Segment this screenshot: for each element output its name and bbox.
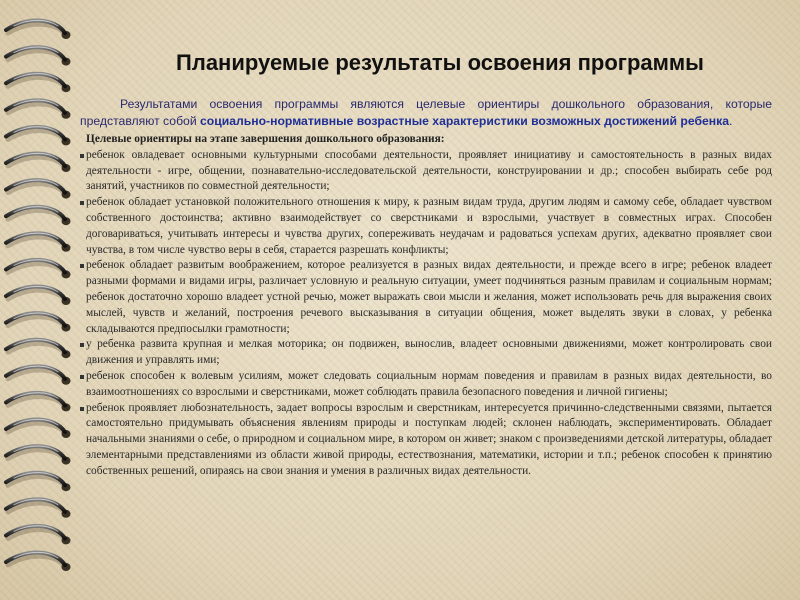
intro-text-end: . [729,114,733,128]
list-item: ребенок обладает развитым воображением, которое реализуется в разных видах деятельности, и прежде всего в игре; ребенок владеет разными формами и видами игры, различает условную и реальную ситуации, умеет подчиняться разным правилам и социальным нормам; ребенок достаточно хорошо владеет устной речью, может выражать свои мысли и желания, может использовать речь для выражения своих мыслей, чувств и желаний, построения речевого высказывания в ситуации общения, может выделять звуки в словах, у ребенка складываются предпосылки грамотности; [86,258,772,337]
intro-text-start: Результатами освоения программы являются целевые ориентиры дошкольного образования, которые представляют собой [80,97,772,128]
targets-list [80,148,772,480]
list-item: ребенок проявляет любознательность, задает вопросы взрослым и сверстникам, интересуется причинно-следственными связями, пытается самостоятельно придумывать объяснения явлениям природы и поступкам людей; склонен наблюдать, экспериментировать. Обладает начальными знаниями о себе, о природном и социальном мире, в котором он живет; знаком с произведениями детской литературы, обладает элементарными представлениями из области живой природы, естествознания, математики, истории и т.п.; ребенок способен к принятию собственных решений, опираясь на свои знания и умения в различных видах деятельности. [86,401,772,480]
targets-subheading: Целевые ориентиры на этапе завершения дошкольного образования: [86,133,445,145]
list-item: ребенок способен к волевым усилиям, может следовать социальным нормам поведения и правилам в разных видах деятельности, во взаимоотношениях со взрослыми и сверстниками, может соблюдать правила безопасного поведения и личной гигиены; [86,369,772,401]
list-item: у ребенка развита крупная и мелкая моторика; он подвижен, вынослив, владеет основными движениями, может контролировать свои движения и управлять ими; [86,337,772,369]
spiral-binding-icon [0,0,90,600]
list-item: ребенок обладает установкой положительного отношения к миру, к разным видам труда, другим людям и самому себе, обладает чувством собственного достоинства; активно взаимодействует со сверстниками и взрослыми, участвует в совместных играх. Способен договариваться, учитывать интересы и чувства других, сопереживать неудачам и радоваться успехам других, адекватно проявляет свои чувства, в том числе чувство веры в себя, старается разрешать конфликты; [86,195,772,258]
list-item: ребенок овладевает основными культурными способами деятельности, проявляет инициативу и самостоятельность в разных видах деятельности - игре, общении, познавательно-исследовательской деятельности, конструировании и др.; способен выбирать себе род занятий, участников по совместной деятельности; [86,148,772,195]
intro-paragraph [80,96,772,130]
slide-content [80,96,772,480]
slide-title: Планируемые результаты освоения программы [176,50,704,75]
intro-emphasis: социально-нормативные возрастные характеристики возможных достижений ребенка [200,114,730,128]
